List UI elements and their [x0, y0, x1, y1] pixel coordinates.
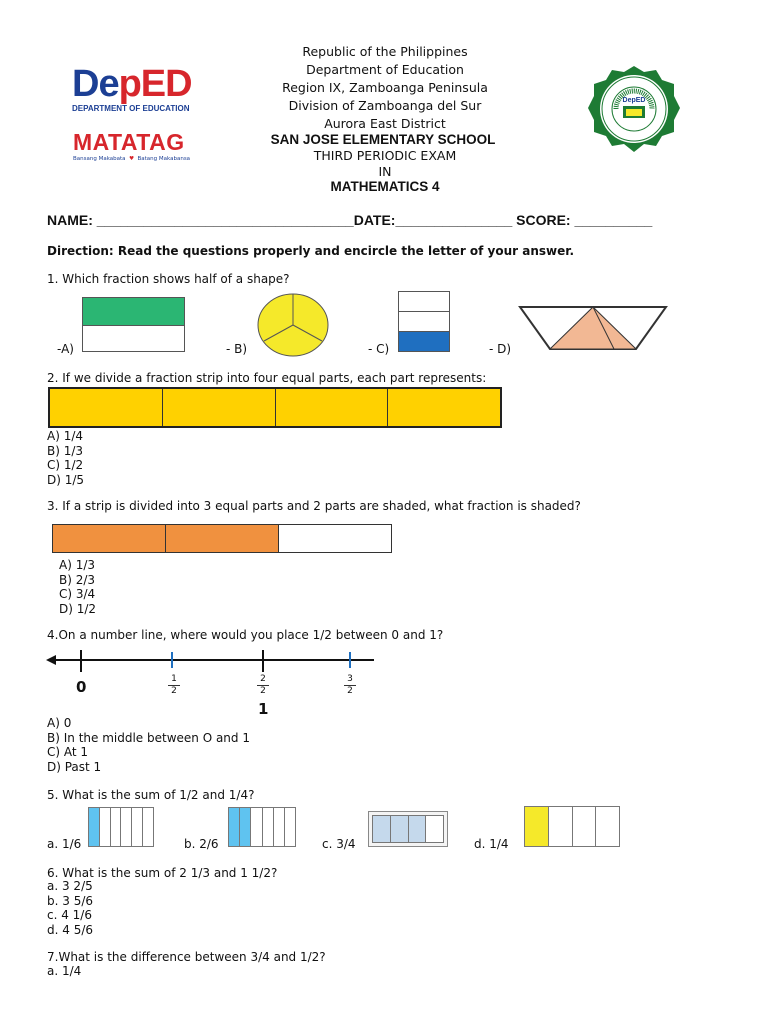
- q4-tick-three-halves: 3 2: [344, 674, 356, 697]
- q3-option-a[interactable]: A) 1/3: [59, 558, 96, 572]
- q6-option-c[interactable]: c. 4 1/6: [47, 908, 92, 922]
- score-field[interactable]: SCORE: __________: [516, 212, 653, 228]
- q7-text: 7.What is the difference between 3/4 and 1/2?: [47, 950, 326, 964]
- q5-option-c[interactable]: c. 3/4: [322, 837, 356, 851]
- q2-fraction-strip: [48, 387, 502, 428]
- q4-option-c[interactable]: C) At 1: [47, 745, 89, 759]
- matatag-wordmark: MATATAG: [73, 129, 185, 155]
- q4-label-one: 1: [258, 700, 269, 718]
- name-field[interactable]: NAME: _________________________________: [47, 212, 354, 228]
- q3-option-c[interactable]: C) 3/4: [59, 587, 96, 601]
- deped-subtitle: DEPARTMENT OF EDUCATION: [72, 104, 190, 113]
- q4-tick-half: 1 2: [168, 674, 180, 697]
- deped-wordmark: DepED: [72, 63, 192, 105]
- q1-a-shape: [82, 297, 185, 352]
- q4-options: [47, 716, 250, 774]
- q1-a-label[interactable]: -A): [57, 342, 74, 356]
- header-line-2: Department of Education: [306, 62, 464, 77]
- header-line-4: Division of Zamboanga del Sur: [288, 98, 482, 113]
- q5-b-strip: [228, 807, 296, 847]
- q5-a-strip: [88, 807, 154, 847]
- matatag-tagline: Bansang Makabata ♥ Batang Makabansa: [73, 156, 191, 162]
- header-line-3: Region IX, Zamboanga Peninsula: [282, 80, 488, 95]
- q3-option-b[interactable]: B) 2/3: [59, 572, 96, 587]
- q2-option-a[interactable]: A) 1/4: [47, 429, 84, 443]
- exam-title: THIRD PERIODIC EXAM: [313, 148, 457, 163]
- q5-option-d[interactable]: d. 1/4: [474, 837, 509, 851]
- q4-label-zero: 0: [76, 678, 87, 696]
- q3-option-d[interactable]: D) 1/2: [59, 601, 97, 616]
- q1-c-label[interactable]: - C): [368, 342, 390, 356]
- q4-text: 4.On a number line, where would you place 1/2 between 0 and 1?: [47, 628, 444, 642]
- q4-option-d[interactable]: D) Past 1: [47, 759, 102, 774]
- left-arrow-icon: [46, 655, 56, 665]
- q4-tick-two-halves: 2 2: [257, 674, 269, 697]
- q1-b-circle: [256, 292, 330, 358]
- q7-options: [47, 964, 81, 979]
- exam-in: IN: [378, 164, 392, 179]
- q3-options: [59, 558, 96, 616]
- q2-text: 2. If we divide a fraction strip into four equal parts, each part represents:: [47, 371, 487, 385]
- q4-number-line: [46, 648, 378, 674]
- q2-option-d[interactable]: D) 1/5: [47, 472, 85, 487]
- q1-d-trapezoid: [518, 305, 668, 351]
- q5-d-strip: [524, 806, 620, 847]
- q1-c-shape: [398, 291, 450, 352]
- q6-option-a[interactable]: a. 3 2/5: [47, 879, 93, 893]
- header-line-1: Republic of the Philippines: [302, 44, 468, 59]
- subject-title: MATHEMATICS 4: [330, 179, 440, 194]
- q1-d-label[interactable]: - D): [489, 342, 512, 356]
- school-name: SAN JOSE ELEMENTARY SCHOOL: [270, 132, 496, 147]
- school-seal: [586, 64, 682, 154]
- q6-text: 6. What is the sum of 2 1/3 and 1 1/2?: [47, 866, 278, 880]
- q5-option-a[interactable]: a. 1/6: [47, 837, 82, 851]
- q3-fraction-strip: [52, 524, 392, 553]
- q1-text: 1. Which fraction shows half of a shape?: [47, 272, 290, 286]
- q5-c-strip: [368, 811, 448, 847]
- q5-text: 5. What is the sum of 1/2 and 1/4?: [47, 788, 255, 802]
- directions: Direction: Read the questions properly and encircle the letter of your answer.: [47, 244, 575, 258]
- student-info-row: [47, 212, 652, 228]
- q4-option-a[interactable]: A) 0: [47, 716, 72, 730]
- q7-option-a[interactable]: a. 1/4: [47, 964, 82, 978]
- q6-option-b[interactable]: b. 3 5/6: [47, 893, 94, 908]
- q3-text: 3. If a strip is divided into 3 equal parts and 2 parts are shaded, what fraction is shaded?: [47, 499, 581, 513]
- q2-options: [47, 429, 84, 487]
- q1-b-label[interactable]: - B): [226, 342, 248, 356]
- q4-option-b[interactable]: B) In the middle between O and 1: [47, 730, 250, 745]
- svg-text:DepED: DepED: [622, 97, 646, 104]
- q6-options: [47, 879, 93, 937]
- date-field[interactable]: DATE:_______________: [353, 212, 513, 228]
- matatag-logo: [73, 130, 213, 166]
- header-line-5: Aurora East District: [324, 116, 446, 131]
- q5-option-b[interactable]: b. 2/6: [184, 837, 219, 851]
- q2-option-c[interactable]: C) 1/2: [47, 458, 84, 472]
- q2-option-b[interactable]: B) 1/3: [47, 443, 84, 458]
- q6-option-d[interactable]: d. 4 5/6: [47, 922, 94, 937]
- deped-logo: [72, 64, 212, 120]
